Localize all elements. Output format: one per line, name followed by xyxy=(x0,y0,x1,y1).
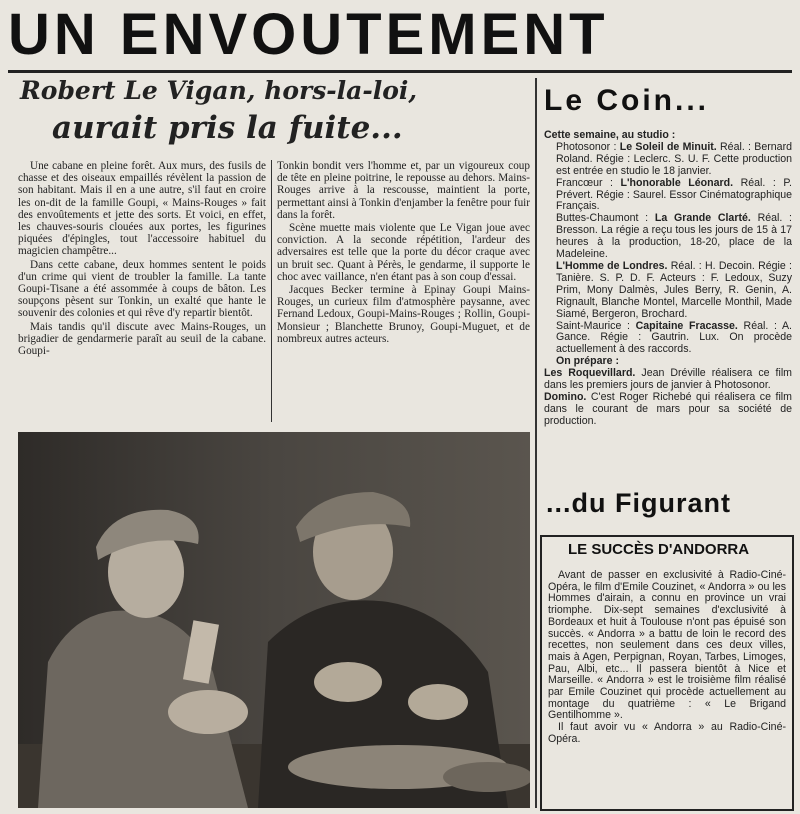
headline-rule xyxy=(8,70,792,73)
andorra-box-title: LE SUCCÈS D'ANDORRA xyxy=(564,541,753,558)
coin-intro: Cette semaine, au studio : xyxy=(544,130,676,141)
coin-entry: Francœur : L'honorable Léonard. Réal. : P. Prévert. Régie : Saurel. Essor Cinématographique Français. xyxy=(556,176,792,213)
andorra-paragraph: Avant de passer en exclusivité à Radio-Ciné-Opéra, le film d'Emile Couzinet, « Andorra » ou les Hommes d'airain, a connu en province un vrai triomphe. Dix-sept semaines d'exclusivité à Bordeaux et huit à Toulouse n'ont pas épuisé son succès. « Andorra » a battu de loin le record des recettes, non seulement dans ces deux villes, mais à Agen, Perpignan, Royan, Tarbes, Limoges, Pau, Albi, etc... Il passera bientôt à Nice et Marseille. « Andorra » est le troisième film réalisé par Emile Couzinet qui procède actuellement au montage du quatrième : « Le Brigand Gentilhomme ». xyxy=(548,570,786,722)
coin-entry: L'Homme de Londres. Réal. : H. Decoin. Régie : Tanière. S. P. D. F. Acteurs : F. Ledoux, Suzy Prim, Mony Dalmès, Jules Berry, R. Genin, A. Rignault, Blanche Montel, Marcelle Monthil, Made Siamé, Bergeron, Brochard. xyxy=(556,259,792,320)
headline: UN ENVOUTEMENT xyxy=(8,2,609,67)
column-divider xyxy=(271,160,272,422)
coin-body xyxy=(544,130,792,480)
subtitle-line-1: Robert Le Vigan, hors-la-loi, xyxy=(20,76,418,105)
coin-prepare-entry: Les Roquevillard. Jean Dréville réalisera ce film dans les premiers jours de janvier à Photosonor. xyxy=(544,367,792,392)
subtitle-line-2: aurait pris la fuite... xyxy=(52,110,403,146)
film-still-photo xyxy=(18,432,530,808)
coin-prepare-entry: Domino. C'est Roger Richebé qui réalisera ce film dans le courant de mars pour sa société de production. xyxy=(544,390,792,427)
coin-entry: Buttes-Chaumont : La Grande Clarté. Réal. : Bresson. La régie a reçu tous les jours de 15 à 17 heures à la production, 18-20, place de la Madeleine. xyxy=(556,212,792,261)
article-paragraph: Dans cette cabane, deux hommes sentent le poids d'un crime qui vient de troubler la famille. La tante Goupi-Tisane a été assommée à coups de bâton. Les soupçons pèsent sur Tonkin, un exalté que hante le souvenir des colonies et qui rêve d'y repartir bientôt. xyxy=(18,258,266,320)
figurant-title: ...du Figurant xyxy=(546,488,731,518)
article-column-2 xyxy=(277,160,530,422)
article-paragraph: Scène muette mais violente que Le Vigan joue avec conviction. A la seconde répétition, l'ardeur des adversaires est telle que la porte du décor craque avec un bruit sec. Quant à Pérès, le gendarme, il supporte le choc avec vaillance, n'en étant pas à son coup d'essai. xyxy=(277,222,530,283)
coin-prepare-label: On prépare : xyxy=(556,355,619,368)
coin-entry: Saint-Maurice : Capitaine Fracasse. Réal. : A. Gance. Régie : Gautrin. Lux. On procède actuellement à des raccords. xyxy=(556,319,792,356)
coin-entry: Photosonor : Le Soleil de Minuit. Réal. : Bernard Roland. Régie : Leclerc. S. U. F. Cette production est entrée en studio le 18 janvier. xyxy=(556,140,792,177)
article-paragraph: Mais tandis qu'il discute avec Mains-Rouges, un brigadier de gendarmerie paraît au seuil de la cabane. Goupi- xyxy=(18,320,266,358)
sidebar-divider xyxy=(535,78,537,808)
article-column-1 xyxy=(18,160,266,422)
article-paragraph: Jacques Becker termine à Epinay Goupi Mains-Rouges, un curieux film d'atmosphère paysanne, avec Fernand Ledoux, Goupi-Mains-Rouges ; Rollin, Goupi-Monsieur ; Blanchette Brunoy, Goupi-Muguet, et de nombreux autres acteurs. xyxy=(277,284,530,345)
andorra-paragraph: Il faut avoir vu « Andorra » au Radio-Ciné-Opéra. xyxy=(548,721,786,745)
article-paragraph: Tonkin bondit vers l'homme et, par un vigoureux coup de tête en pleine poitrine, le repousse au dehors. Mains-Rouges arrive à la rescousse, maintient la porte, permettant ainsi à Tonkin d'enjamber la fenêtre pour fuir dans la forêt. xyxy=(277,160,530,221)
coin-title: Le Coin... xyxy=(544,84,709,117)
andorra-box-body xyxy=(548,570,786,802)
film-still-illustration xyxy=(18,432,530,808)
article-paragraph: Une cabane en pleine forêt. Aux murs, des fusils de chasse et des oiseaux empaillés révèlent la passion de son habitant. Mais il en a une autre, s'il faut en croire les on-dit de la famille Goupi, « Mains-Rouges » fait des envoûtements et jette des sorts. Et voici, en effet, les chauves-souris clouées aux portes, les figurines piquées d'épingles, tout l'accessoire habituel du magicien champêtre... xyxy=(18,160,266,258)
